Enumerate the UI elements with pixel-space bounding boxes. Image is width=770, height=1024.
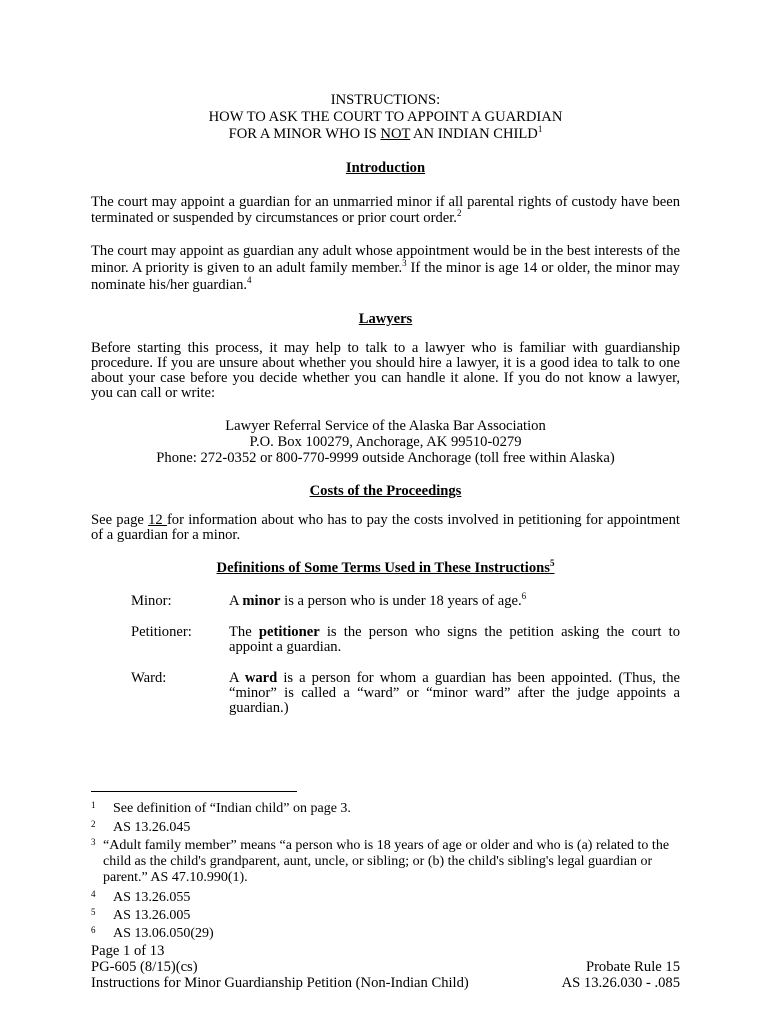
intro-p1-text: The court may appoint a guardian for an unmarried minor if all parental rights of custody have been terminated or suspended by circumstances or prior court order. [91,194,680,226]
statute-reference: AS 13.26.030 - .085 [561,975,680,991]
definition-body-ward [229,671,680,716]
footnote-3-body: “Adult family member” means “a person who is 18 years of age or older and who is (a) related to the child as the child's grandparent, aunt, uncle, or sibling; or (b) the child's sibling's legal guardian or parent.” AS 47.10.990(1). [103,838,670,885]
title-line-2: HOW TO ASK THE COURT TO APPOINT A GUARDIAN [208,109,563,125]
heading-introduction: Introduction [345,160,426,176]
title-not-emphasis: NOT [380,126,411,142]
minor-def-a: A [229,593,243,609]
footnote-ref-1: 1 [537,124,543,135]
ward-def-a: A [229,670,245,686]
footnote-text: AS 13.26.005 [113,908,191,923]
definition-body-minor [229,593,680,609]
ward-bold-term: ward [244,670,278,686]
costs-page-reference: 12 [148,512,167,528]
address-line-2: P.O. Box 100279, Anchorage, AK 99510-0279 [249,434,522,450]
petitioner-bold-term: petitioner [258,624,320,640]
footnote-number: 2 [91,819,96,829]
definition-ward [91,671,680,716]
title-line-3-pre: FOR A MINOR WHO IS [228,126,381,142]
intro-p2-text-a: The court may appoint as guardian any adult whose appointment would be in the best interests of the minor. A priority is given to an adult family member. [91,243,680,276]
definition-petitioner [91,625,680,655]
minor-def-b: is a person who is under 18 years of age. [280,593,522,609]
minor-bold-term: minor [242,593,281,609]
footnote-6 [91,926,691,942]
heading-costs: Costs of the Proceedings [309,483,462,499]
page-number: Page 1 of 13 [91,943,165,959]
footer-left [91,943,469,991]
heading-lawyers: Lawyers [358,311,413,327]
footnote-3 [91,838,680,886]
footnote-text: See definition of “Indian child” on page 3. [113,801,351,816]
footnote-5 [91,908,691,924]
lawyer-referral-address [91,418,680,466]
address-line-1: Lawyer Referral Service of the Alaska Bar Association [225,418,546,434]
footnote-number: 3 [91,837,96,847]
footnote-2 [91,820,691,836]
title-line-3 [91,126,680,143]
definition-term-ward: Ward: [131,670,167,686]
intro-paragraph-1 [91,194,680,226]
heading-definitions [91,560,680,576]
intro-p2-text-b: If the minor is age 14 or older, the minor may nominate his/her guardian. [91,260,680,293]
footnote-number: 4 [91,889,96,899]
footnote-ref-3: 3 [402,258,407,269]
definition-body-petitioner [229,625,680,655]
footnote-4 [91,890,691,906]
document-body [91,92,680,716]
footnote-1 [91,801,691,817]
footnote-text: AS 13.06.050(29) [113,926,214,941]
costs-text-post: for information about who has to pay the costs involved in petitioning for appointment of a guardian for a minor. [91,512,680,543]
title-line-3-post: AN INDIAN CHILD [410,126,538,142]
page-title [91,92,680,143]
form-title: Instructions for Minor Guardianship Petition (Non-Indian Child) [91,975,469,991]
footnote-number: 5 [91,907,96,917]
pet-def-b: is the person who signs the petition asking the court to appoint a guardian. [229,624,680,655]
footnote-ref-2: 2 [456,208,462,219]
footnote-ref-5: 5 [549,558,555,569]
footnote-divider [91,791,297,792]
footnote-number: 1 [91,800,96,810]
lawyers-paragraph: Before starting this process, it may help to talk to a lawyer who is familiar with guardianship procedure. If you are unsure about whether you should hire a lawyer, it is a good idea to talk to one about your case before you decide whether you can handle it alone. If you do not know a lawyer, you can call or write: [91,340,680,401]
costs-paragraph [91,513,680,543]
definition-minor [91,593,680,609]
costs-text-pre: See page [91,512,149,528]
intro-paragraph-2 [91,243,680,294]
footnote-ref-6: 6 [521,591,527,602]
definition-term-minor: Minor: [131,593,172,609]
footnote-number: 6 [91,925,96,935]
address-line-3: Phone: 272-0352 or 800-770-9999 outside Anchorage (toll free within Alaska) [156,450,615,466]
footnote-text: AS 13.26.045 [113,820,191,835]
definitions-heading-text: Definitions of Some Terms Used in These Instructions [216,560,550,576]
footnote-text [91,838,680,886]
footnote-ref-4: 4 [247,275,252,286]
form-number: PG-605 (8/15)(cs) [91,959,198,975]
pet-def-a: The [229,624,259,640]
title-line-1: INSTRUCTIONS: [330,92,441,108]
probate-rule: Probate Rule 15 [585,959,680,975]
footnote-text: AS 13.26.055 [113,890,191,905]
definition-term-petitioner: Petitioner: [131,624,192,640]
footer-right [562,959,680,991]
ward-def-b: is a person for whom a guardian has been appointed. (Thus, the “minor” is called a “ward” or “minor ward” after the judge appoints a guardian.) [229,670,680,716]
